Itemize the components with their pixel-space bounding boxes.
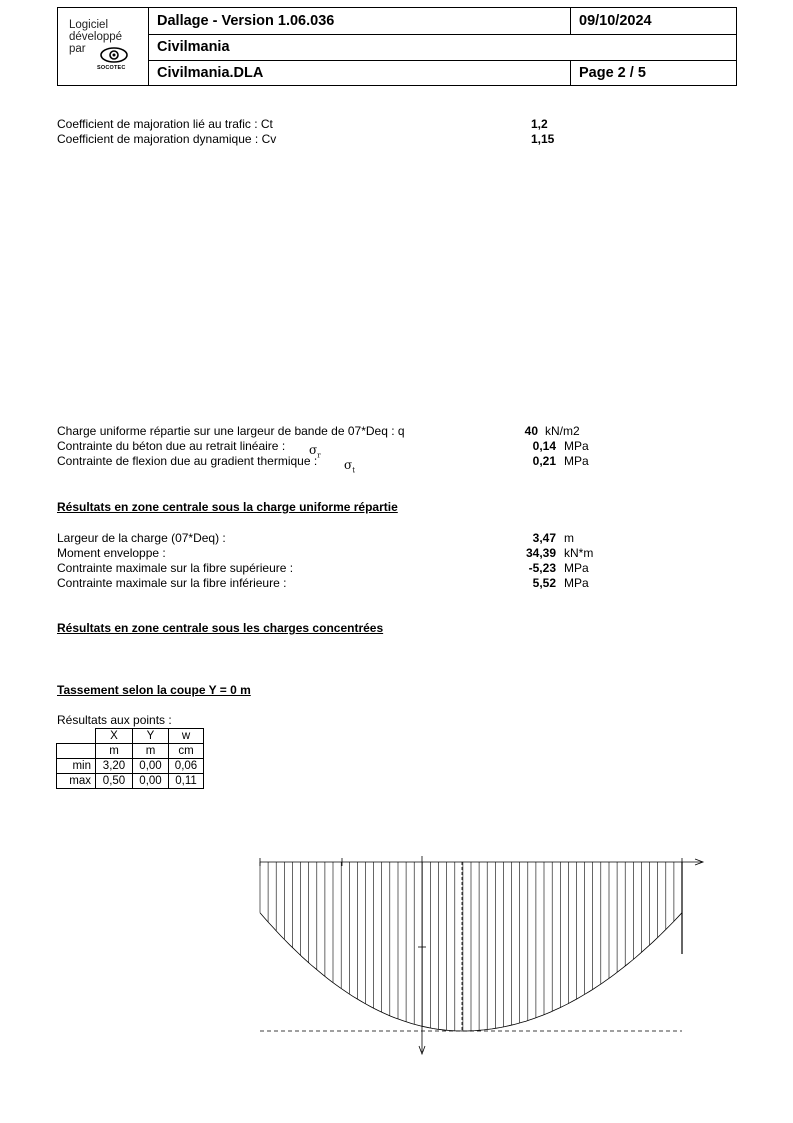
header-divider bbox=[148, 34, 736, 35]
table-row bbox=[57, 759, 204, 774]
load-unit-shrinkage: MPa bbox=[564, 439, 589, 453]
table-units-row bbox=[57, 744, 204, 759]
table-unit-cell bbox=[57, 744, 96, 759]
coefficient-label-cv: Coefficient de majoration dynamique : Cv bbox=[57, 132, 277, 146]
load-value-shrinkage: 0,14 bbox=[532, 439, 556, 453]
table-unit-cell: m bbox=[96, 744, 133, 759]
table-header-cell: Y bbox=[133, 729, 169, 744]
table-cell: 0,50 bbox=[96, 774, 133, 789]
table-cell: 0,06 bbox=[169, 759, 204, 774]
file-name: Civilmania.DLA bbox=[157, 65, 264, 81]
document-date: 09/10/2024 bbox=[579, 13, 652, 29]
table-cell: 0,00 bbox=[133, 774, 169, 789]
settlement-diagram bbox=[250, 850, 710, 1060]
settlement-hatching bbox=[260, 862, 682, 1031]
result-value-width: 3,47 bbox=[532, 531, 556, 545]
table-cell: max bbox=[57, 774, 96, 789]
result-unit-upper-stress: MPa bbox=[564, 561, 589, 575]
page-header bbox=[57, 7, 737, 86]
load-unit-thermal: MPa bbox=[564, 454, 589, 468]
load-label-shrinkage: Contrainte du béton due au retrait linéaire : bbox=[57, 439, 286, 453]
company-name: Civilmania bbox=[157, 39, 230, 55]
section-title-uniform: Résultats en zone centrale sous la charge uniforme répartie bbox=[57, 500, 398, 514]
logo-cell bbox=[58, 8, 149, 85]
table-header-cell: X bbox=[96, 729, 133, 744]
result-value-moment: 34,39 bbox=[525, 546, 556, 560]
header-divider bbox=[570, 60, 571, 86]
table-cell: 0,00 bbox=[133, 759, 169, 774]
socotec-eye-icon bbox=[99, 46, 129, 64]
load-label-q: Charge uniforme répartie sur une largeur de bande de 07*Deq : q bbox=[57, 424, 405, 438]
load-value-q: 40 bbox=[524, 424, 538, 438]
result-unit-lower-stress: MPa bbox=[564, 576, 589, 590]
result-value-lower-stress: 5,52 bbox=[532, 576, 556, 590]
document-title: Dallage - Version 1.06.036 bbox=[157, 13, 335, 29]
section-title-settlement: Tassement selon la coupe Y = 0 m bbox=[57, 683, 251, 697]
page-number: Page 2 / 5 bbox=[579, 65, 646, 81]
result-label-lower-stress: Contrainte maximale sur la fibre inférieure : bbox=[57, 576, 287, 590]
table-header-cell bbox=[57, 729, 96, 744]
table-unit-cell: m bbox=[133, 744, 169, 759]
table-unit-cell: cm bbox=[169, 744, 204, 759]
header-divider bbox=[570, 8, 571, 34]
logo-text: Logiciel développé par bbox=[69, 19, 123, 55]
result-label-moment: Moment enveloppe : bbox=[57, 546, 166, 560]
table-cell: 3,20 bbox=[96, 759, 133, 774]
result-label-upper-stress: Contrainte maximale sur la fibre supérieure : bbox=[57, 561, 294, 575]
table-cell: 0,11 bbox=[169, 774, 204, 789]
points-label: Résultats aux points : bbox=[57, 713, 172, 727]
table-header-row bbox=[57, 729, 204, 744]
logo-brand: SOCOTEC bbox=[97, 65, 126, 71]
load-label-thermal: Contrainte de flexion due au gradient thermique : bbox=[57, 454, 318, 468]
result-label-width: Largeur de la charge (07*Deq) : bbox=[57, 531, 226, 545]
table-row bbox=[57, 774, 204, 789]
sigma-t-symbol: $\sigma_t$ bbox=[344, 458, 356, 475]
load-value-thermal: 0,21 bbox=[532, 454, 556, 468]
table-cell: min bbox=[57, 759, 96, 774]
sigma-r-symbol: $\sigma_r$ bbox=[309, 443, 321, 460]
coefficient-label-ct: Coefficient de majoration lié au trafic : Ct bbox=[57, 117, 273, 131]
coefficient-value-cv: 1,15 bbox=[531, 132, 555, 146]
coefficient-value-ct: 1,2 bbox=[531, 117, 548, 131]
result-unit-moment: kN*m bbox=[564, 546, 594, 560]
table-header-cell: w bbox=[169, 729, 204, 744]
result-unit-width: m bbox=[564, 531, 574, 545]
result-value-upper-stress: -5,23 bbox=[528, 561, 556, 575]
header-divider bbox=[148, 60, 736, 61]
section-title-concentrated: Résultats en zone centrale sous les charges concentrées bbox=[57, 621, 384, 635]
results-table bbox=[56, 728, 204, 789]
load-unit-q: kN/m2 bbox=[545, 424, 580, 438]
